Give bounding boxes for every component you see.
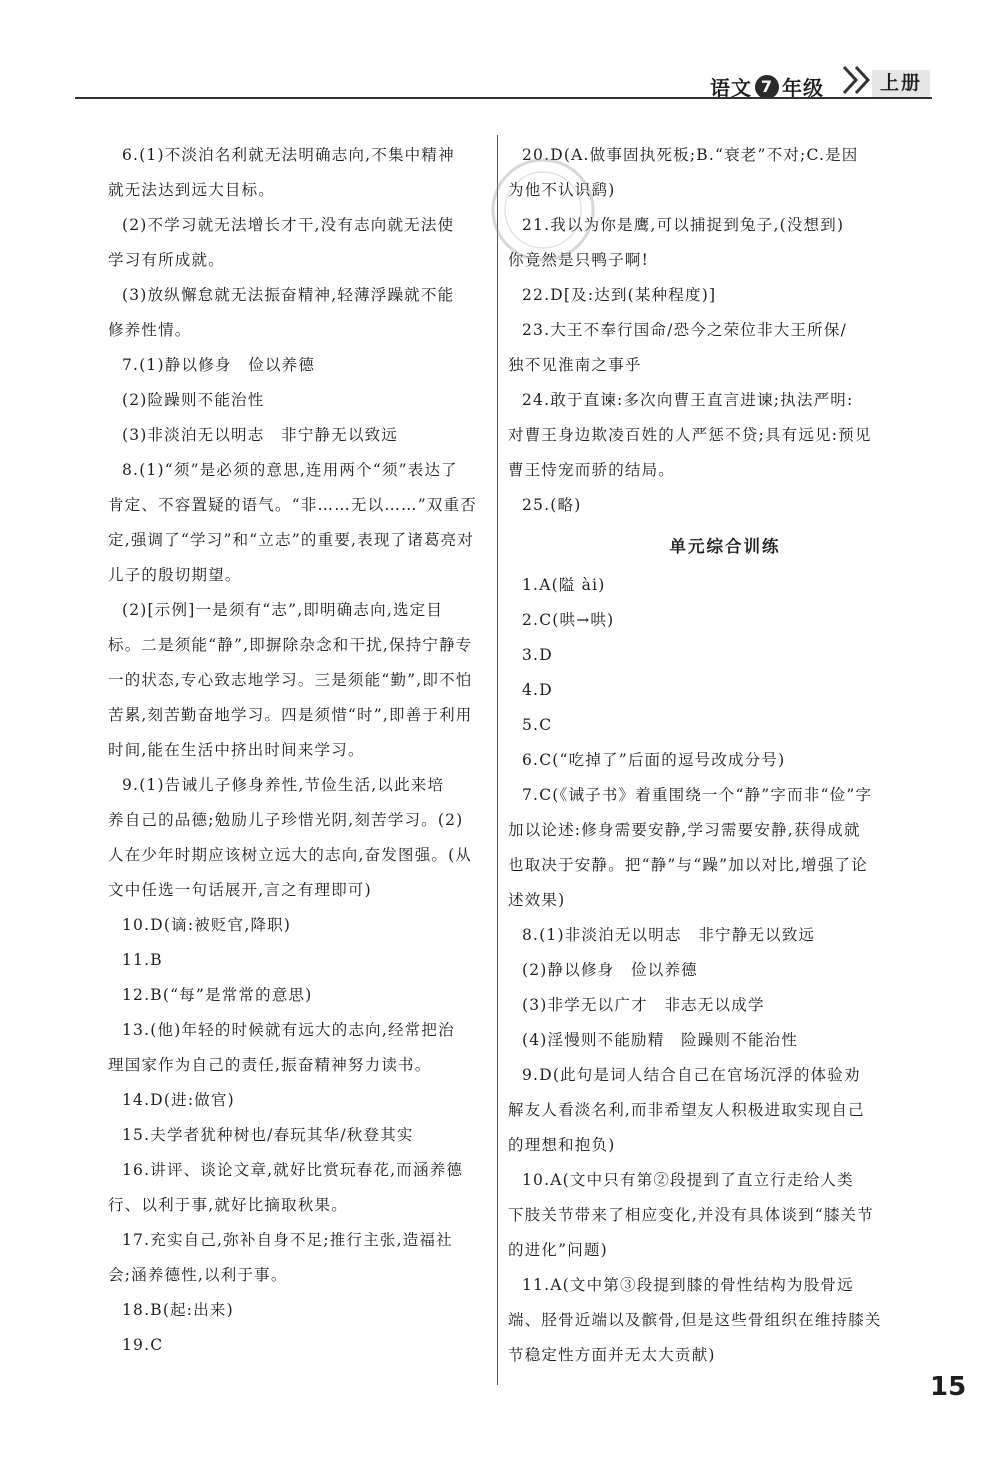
text-line: 的理想和抱负) <box>508 1136 616 1154</box>
text-line: 曹王恃宠而骄的结局。 <box>508 461 676 479</box>
text-line: 6.C(“吃掉了”后面的逗号改成分号) <box>522 751 786 769</box>
text-line: 10.D(谪:被贬官,降职) <box>122 916 292 934</box>
text-line: 3.D <box>522 646 553 664</box>
text-line: 养自己的品德;勉励儿子珍惜光阴,刻苦学习。(2) <box>108 811 464 829</box>
text-line: 2.C(哄→哄) <box>522 611 615 629</box>
text-line: 你竟然是只鸭子啊! <box>508 251 650 269</box>
text-line: 就无法达到远大目标。 <box>108 181 276 199</box>
text-line: 定,强调了“学习”和“立志”的重要,表现了诸葛亮对 <box>108 531 475 549</box>
text-line: (3)放纵懈怠就无法振奋精神,轻薄浮躁就不能 <box>122 286 455 304</box>
text-line: 21.我以为你是鹰,可以捕捉到兔子,(没想到) <box>522 216 845 234</box>
text-line: 会;涵养德性,以利于事。 <box>108 1266 288 1284</box>
text-line: 7.(1)静以修身 俭以养德 <box>122 356 316 374</box>
grade-badge: 7 <box>755 75 779 99</box>
text-line: 7.C(《诫子书》着重围绕一个“静”字而非“俭”字 <box>522 786 873 804</box>
text-line: 8.(1)“须”是必须的意思,连用两个“须”表达了 <box>122 461 458 479</box>
text-line: 下肢关节带来了相应变化,并没有具体谈到“膝关节 <box>508 1206 874 1224</box>
text-line: 25.(略) <box>522 496 582 514</box>
text-line: (2)不学习就无法增长才干,没有志向就无法使 <box>122 216 455 234</box>
text-line: 16.讲评、谈论文章,就好比赏玩春花,而涵养德 <box>122 1161 464 1179</box>
text-line: 肯定、不容置疑的语气。“非……无以……”双重否 <box>108 496 477 514</box>
text-line: 学习有所成就。 <box>108 251 225 269</box>
text-line: 6.(1)不淡泊名利就无法明确志向,不集中精神 <box>122 146 455 164</box>
text-line: 述效果) <box>508 891 566 909</box>
subject-label: 语文 <box>710 76 752 100</box>
text-line: (2)静以修身 俭以养德 <box>522 961 698 979</box>
text-line: 18.B(起:出来) <box>122 1301 234 1319</box>
text-line: 端、胫骨近端以及髌骨,但是这些骨组织在维持膝关 <box>508 1311 882 1329</box>
text-line: 22.D[及:达到(某种程度)] <box>522 286 717 304</box>
text-line: 20.D(A.做事固执死板;B.“衰老”不对;C.是因 <box>522 146 859 164</box>
text-line: 的进化”问题) <box>508 1241 608 1259</box>
section-title: 单元综合训练 <box>669 537 781 556</box>
text-line: 对曹王身边欺凌百姓的人严惩不贷;具有远见:预见 <box>508 426 872 444</box>
right-column <box>508 138 942 1373</box>
text-line: 24.敢于直谏:多次向曹王直言进谏;执法严明: <box>522 391 854 409</box>
left-column <box>108 138 492 1363</box>
text-line: 9.(1)告诫儿子修身养性,节俭生活,以此来培 <box>122 776 445 794</box>
page-number: 15 <box>930 1372 967 1402</box>
text-line: 独不见淮南之事乎 <box>508 356 642 374</box>
text-line: 4.D <box>522 681 553 699</box>
text-line: 14.D(进:做官) <box>122 1091 235 1109</box>
text-line: 8.(1)非淡泊无以明志 非宁静无以致远 <box>522 926 816 944</box>
text-line: 23.大王不奉行国命/恐今之荣位非大王所保/ <box>522 321 847 339</box>
text-line: 标。二是须能“静”,即摒除杂念和干扰,保持宁静专 <box>108 636 473 654</box>
text-line: 加以论述:修身需要安静,学习需要安静,获得成就 <box>508 821 861 839</box>
text-line: 19.C <box>122 1336 164 1354</box>
text-line: 节稳定性方面并无太大贡献) <box>508 1346 716 1364</box>
text-line: 1.A(隘 ài) <box>522 576 606 594</box>
volume-tab: 上册 <box>872 70 930 97</box>
text-line: 也取决于安静。把“静”与“躁”加以对比,增强了论 <box>508 856 868 874</box>
text-line: 13.(他)年轻的时候就有远大的志向,经常把治 <box>122 1021 455 1039</box>
text-line: 苦累,刻苦勤奋地学习。四是须惜“时”,即善于利用 <box>108 706 473 724</box>
text-line: 为他不认识鹞) <box>508 181 616 199</box>
text-line: 一的状态,专心致志地学习。三是须能“勤”,即不怕 <box>108 671 473 689</box>
text-line: 行、以利于事,就好比摘取秋果。 <box>108 1196 348 1214</box>
header-rule <box>75 97 932 99</box>
text-line: 时间,能在生活中挤出时间来学习。 <box>108 741 365 759</box>
text-line: 11.A(文中第③段提到膝的骨性结构为股骨远 <box>522 1276 854 1294</box>
text-line: 12.B(“每”是常常的意思) <box>122 986 313 1004</box>
text-line: (3)非学无以广才 非志无以成学 <box>522 996 765 1014</box>
text-line: 人在少年时期应该树立远大的志向,奋发图强。(从 <box>108 846 473 864</box>
text-line: 修养性情。 <box>108 321 192 339</box>
page-header <box>0 0 1000 100</box>
column-divider <box>497 135 498 1385</box>
text-line: 10.A(文中只有第②段提到了直立行走给人类 <box>522 1171 854 1189</box>
text-line: (2)[示例]一是须有“志”,即明确志向,选定目 <box>122 601 444 619</box>
text-line: 9.D(此句是词人结合自己在官场沉浮的体验劝 <box>522 1066 861 1084</box>
text-line: (3)非淡泊无以明志 非宁静无以致远 <box>122 426 399 444</box>
text-line: 15.夫学者犹种树也/春玩其华/秋登其实 <box>122 1126 414 1144</box>
text-line: (2)险躁则不能治性 <box>122 391 265 409</box>
text-line: (4)淫慢则不能励精 险躁则不能治性 <box>522 1031 799 1049</box>
grade-label: 年级 <box>782 76 824 100</box>
text-line: 解友人看淡名利,而非希望友人积极进取实现自己 <box>508 1101 865 1119</box>
text-line: 11.B <box>122 951 163 969</box>
watermark-stamp <box>483 150 603 270</box>
text-line: 文中任选一句话展开,言之有理即可) <box>108 881 372 899</box>
text-line: 儿子的殷切期望。 <box>108 566 242 584</box>
text-line: 理国家作为自己的责任,振奋精神努力读书。 <box>108 1056 432 1074</box>
text-line: 17.充实自己,弥补自身不足;推行主张,造福社 <box>122 1231 453 1249</box>
text-line: 5.C <box>522 716 553 734</box>
